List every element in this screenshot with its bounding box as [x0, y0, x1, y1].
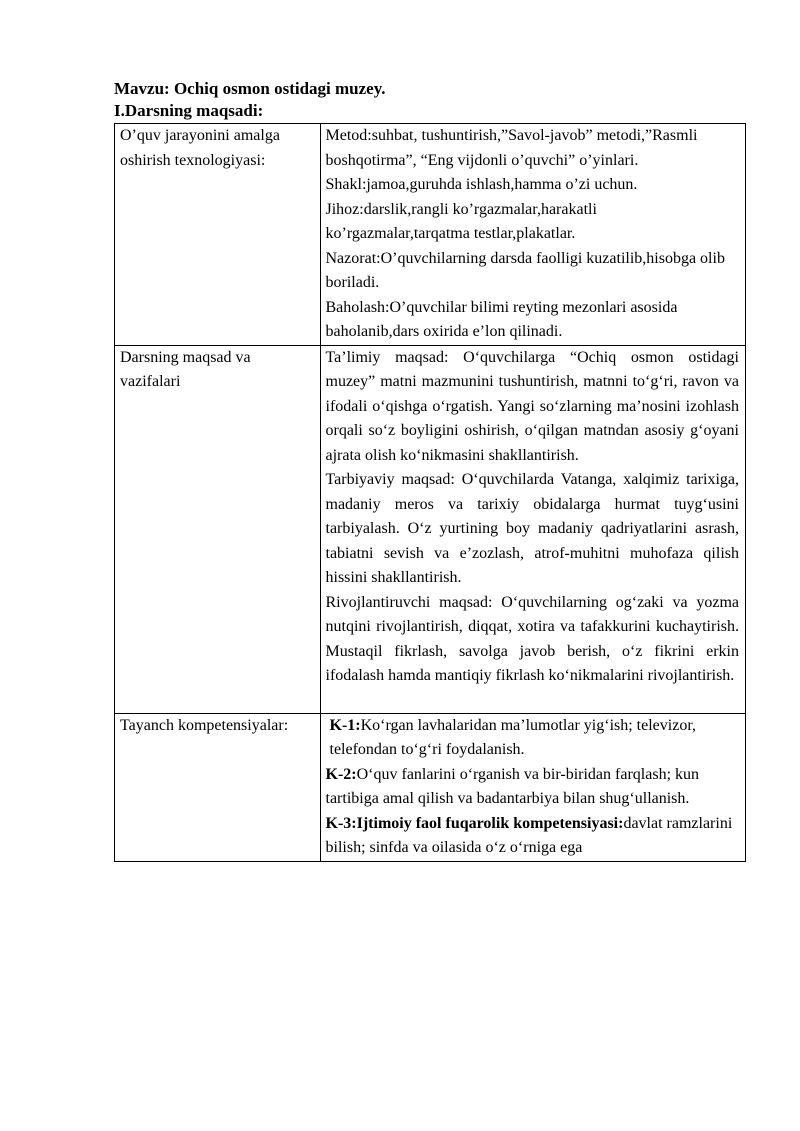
competency-k1 — [326, 714, 740, 763]
row-label-cell — [115, 124, 321, 346]
competency-key: K-1: — [329, 716, 361, 734]
row-label-cell — [115, 345, 321, 713]
document-page — [114, 78, 746, 862]
method-paragraph: Metod:suhbat, tushuntirish,”Savol-javob” metodi,”Rasmli boshqotirma”, “Eng vijdonli o’quvchi” o’yinlari. — [325, 127, 698, 169]
row-content-cell — [320, 124, 746, 346]
competency-text: Ko‘rgan lavhalaridan ma’lumotlar yig‘ish; televizor, telefondan to‘g‘ri foydalanish. — [329, 716, 697, 758]
control-paragraph: Nazorat:O’quvchilarning darsda faolligi kuzatilib,hisobga olib boriladi. — [325, 249, 725, 291]
developmental-goal-paragraph: Rivojlantiruvchi maqsad: O‘quvchilarning og‘zaki va yozma nutqini rivojlantirish, diqqat, xotira va tafakkurini kuchaytirish. Mustaqil fikrlash, savolga javob berish, o‘z fikrini erkin ifodalash hamda mantiqiy fikrlash ko‘nikmalarini rivojlantirish. — [325, 593, 739, 684]
row-label: O’quv jarayonini amalga oshirish texnologiyasi: — [120, 127, 280, 169]
form-paragraph: Shakl:jamoa,guruhda ishlash,hamma o’zi uchun. — [325, 176, 638, 193]
competency-k2 — [326, 763, 740, 812]
table-row — [115, 124, 746, 346]
competency-k3 — [326, 812, 740, 861]
lesson-plan-table — [114, 123, 746, 862]
assessment-paragraph: Baholash:O’quvchilar bilimi reyting mezonlari asosida baholanib,dars oxirida e’lon qilinadi. — [325, 298, 678, 340]
row-label: Darsning maqsad va vazifalari — [120, 348, 251, 390]
section-heading: I.Darsning maqsadi: — [114, 101, 264, 120]
row-content-cell — [320, 345, 746, 713]
table-row — [115, 713, 746, 861]
row-label: Tayanch kompetensiyalar: — [120, 716, 289, 734]
row-content-cell — [320, 713, 746, 861]
competency-key: K-3: — [325, 814, 357, 832]
educational-goal-paragraph: Ta’limiy maqsad: O‘quvchilarga “Ochiq osmon ostidagi muzey” matni mazmunini tushuntirish, matnni to‘g‘ri, ravon va ifodali o‘qishga o‘rgatish. Yangi so‘zlarning ma’nosini izohlash orqali so‘z boyligini oshirish, o‘qilgan matndan asosiy g‘oyani ajrata olish ko‘nikmasini shakllantirish. — [325, 348, 739, 464]
equipment-paragraph: Jihoz:darslik,rangli ko’rgazmalar,harakatli ko’rgazmalar,tarqatma testlar,plakatlar. — [325, 200, 597, 242]
blank-line — [326, 689, 740, 713]
competency-text: davlat ramzlarini bilish; sinfda va oilasida o‘z o‘rniga ega — [325, 814, 733, 856]
table-row — [115, 345, 746, 713]
upbringing-goal-paragraph: Tarbiyaviy maqsad: O‘quvchilarda Vatanga, xalqimiz tarixiga, madaniy meros va tarixiy obidalarga hurmat tuyg‘usini tarbiyalash. O‘z yurtining boy madaniy qadriyatlarini asrash, tabiatni sevish va e’zozlash, atrof-muhitni muhofaza qilish hissini shakllantirish. — [325, 471, 739, 586]
row-label-cell — [115, 713, 321, 861]
competency-key: K-2: — [325, 765, 357, 783]
topic-heading: Mavzu: Ochiq osmon ostidagi muzey. — [114, 79, 386, 98]
competency-title: Ijtimoiy faol fuqarolik kompetensiyasi: — [356, 814, 624, 832]
competency-text: O‘quv fanlarini o‘rganish va bir-biridan farqlash; kun tartibiga amal qilish va badantarbiya bilan shug‘ullanish. — [325, 765, 700, 807]
